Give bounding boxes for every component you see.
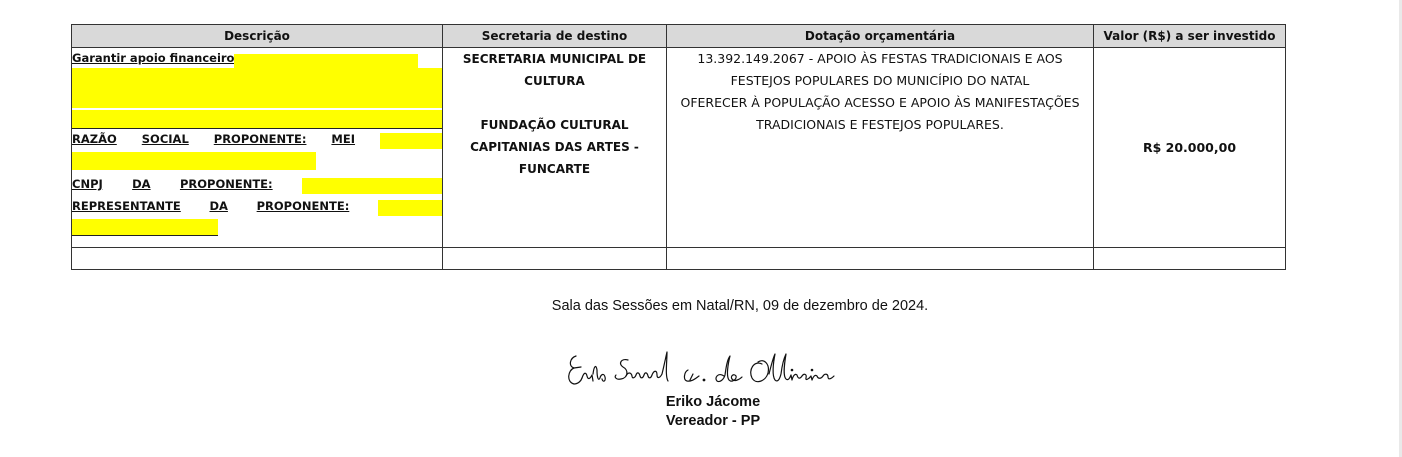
cnpj-line [72,174,442,197]
redaction-highlight [302,178,442,194]
razao-word: PROPONENTE: [213,132,307,146]
representante-word: PROPONENTE: [256,199,350,213]
razao-social-line [72,129,442,152]
empty-table-row [72,248,1286,270]
redaction-highlight [72,219,218,236]
dotacao-line: OFERECER À POPULAÇÃO ACESSO E APOIO ÀS MANIFESTAÇÕES [680,95,1080,110]
secretaria-line: CAPITANIAS DAS ARTES - [470,140,639,154]
header-valor: Valor (R$) a ser investido [1094,25,1286,48]
header-descricao: Descrição [72,25,443,48]
secretaria-cell [443,48,667,248]
redaction-highlight [72,110,442,129]
table-row [72,48,1286,248]
dotacao-line: FESTEJOS POPULARES DO MUNICÍPIO DO NATAL [730,73,1030,88]
cnpj-word: PROPONENTE: [179,176,273,191]
table-header-row [72,25,1286,48]
redaction-highlight [380,133,442,149]
representante-line [72,196,442,219]
representante-word: REPRESENTANTE [72,199,181,213]
cnpj-word: DA [132,176,151,191]
secretaria-line: SECRETARIA MUNICIPAL DE [462,52,647,66]
secretaria-line: FUNCARTE [518,162,591,176]
description-line-1 [72,48,442,68]
dotacao-cell [667,48,1094,248]
valor-amount: R$ 20.000,00 [1142,140,1237,155]
razao-word: RAZÃO [72,132,117,146]
closing-statement: Sala das Sessões em Natal/RN, 09 de dezembro de 2024. [551,298,929,314]
cnpj-word: CNPJ [72,176,103,191]
dotacao-line: TRADICIONAIS E FESTEJOS POPULARES. [756,117,1004,132]
signer-role: Vereador - PP [665,413,761,429]
redaction-highlight [72,68,442,108]
redaction-highlight [378,200,442,216]
handwritten-signature [566,348,866,392]
redaction-highlight [72,152,316,170]
dotacao-line: 13.392.149.2067 - APOIO ÀS FESTAS TRADICIONAIS E AOS [697,51,1063,66]
valor-cell [1094,48,1286,248]
secretaria-line: FUNDAÇÃO CULTURAL [480,118,629,132]
razao-word: SOCIAL [141,132,189,146]
description-cell [72,48,443,248]
header-secretaria: Secretaria de destino [443,25,667,48]
secretaria-line: CULTURA [524,74,585,88]
razao-word: MEI [331,132,356,146]
signer-name: Eriko Jácome [665,394,761,410]
representante-word: DA [209,199,228,213]
investment-table [71,24,1286,270]
header-dotacao: Dotação orçamentária [667,25,1094,48]
redaction-highlight [234,54,418,68]
description-purpose: Garantir apoio financeiro [72,51,235,65]
